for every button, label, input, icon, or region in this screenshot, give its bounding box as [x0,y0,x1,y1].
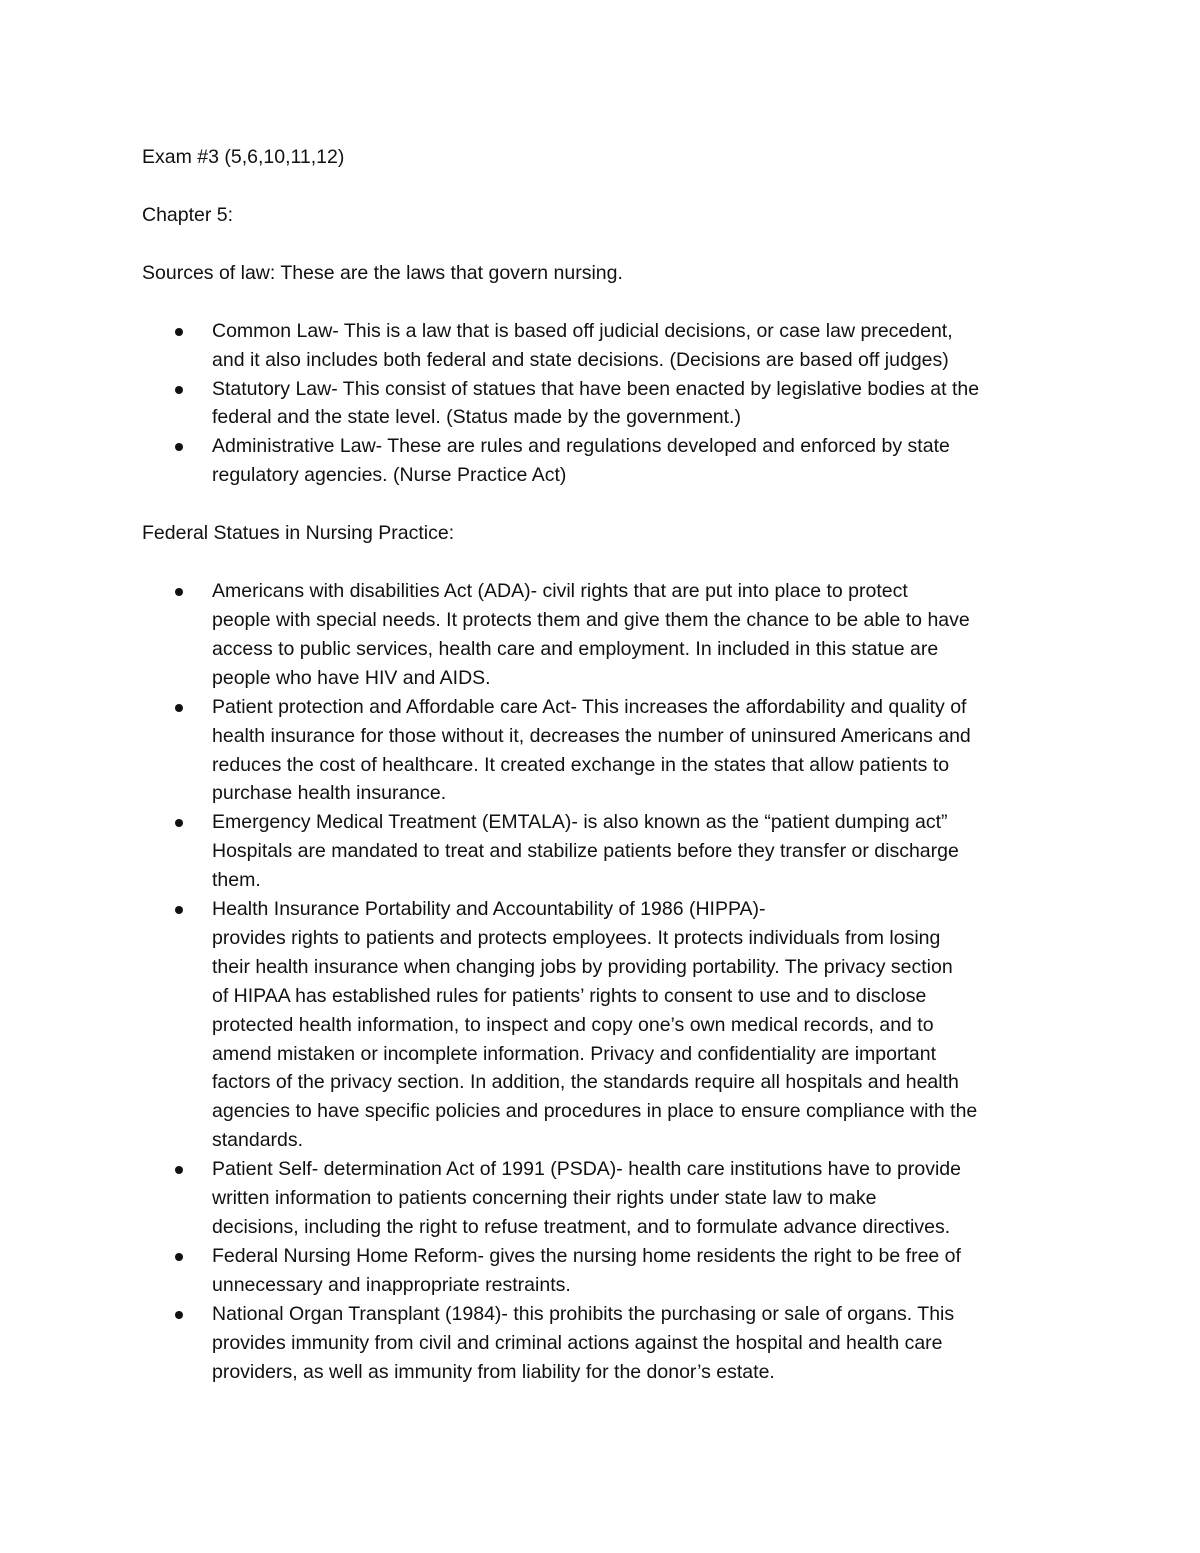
bullet-icon [175,1253,183,1261]
list-item-line: federal and the state level. (Status made by the government.) [212,406,741,429]
bullet-icon [175,588,183,596]
list-item-line: reduces the cost of healthcare. It created exchange in the states that allow patients to [212,753,950,776]
list-item-line: agencies to have specific policies and procedures in place to ensure compliance with the [212,1100,978,1123]
list-item-line: them. [212,869,261,892]
bullet-icon [175,819,183,827]
list-item [142,693,1072,809]
list-item-line: regulatory agencies. (Nurse Practice Act) [212,464,567,487]
list-item-line: health insurance for those without it, decreases the number of uninsured Americans and [212,724,971,747]
federal-heading: Federal Statues in Nursing Practice: [142,522,455,545]
list-item-line: Statutory Law- This consist of statues that have been enacted by legislative bodies at the [212,377,980,400]
list-item-line: Patient protection and Affordable care Act- This increases the affordability and quality of [212,695,967,718]
list-item [142,432,1072,490]
sources-heading: Sources of law: These are the laws that govern nursing. [142,261,623,284]
list-item-line: Common Law- This is a law that is based off judicial decisions, or case law precedent, [212,319,953,342]
bullet-icon [175,328,183,336]
list-item-line: standards. [212,1129,304,1152]
list-item-line: Emergency Medical Treatment (EMTALA)- is also known as the “patient dumping act” [212,811,948,834]
list-item-line: amend mistaken or incomplete information. Privacy and confidentiality are important [212,1042,937,1065]
list-item-line: unnecessary and inappropriate restraints. [212,1273,571,1296]
list-item-line: people with special needs. It protects them and give them the chance to be able to have [212,608,970,631]
spacer [142,172,1072,201]
list-item-line: National Organ Transplant (1984)- this prohibits the purchasing or sale of organs. This [212,1302,955,1325]
sources-of-law-list [142,317,1072,490]
bullet-icon [175,906,183,914]
list-item-line: provides rights to patients and protects employees. It protects individuals from losing [212,926,941,949]
list-item-line: written information to patients concerning their rights under state law to make [212,1187,877,1210]
list-item-line: decisions, including the right to refuse treatment, and to formulate advance directives. [212,1216,951,1238]
spacer [142,548,1072,577]
list-item [142,1155,1072,1242]
federal-statutes-list [142,577,1072,1386]
list-item-line: and it also includes both federal and state decisions. (Decisions are based off judges) [212,348,949,371]
list-item-line: of HIPAA has established rules for patients’ rights to consent to use and to disclose [212,984,927,1007]
list-item-line: Hospitals are mandated to treat and stabilize patients before they transfer or discharge [212,840,959,863]
list-item-line: providers, as well as immunity from liability for the donor’s estate. [212,1360,775,1383]
list-item-line: Federal Nursing Home Reform- gives the nursing home residents the right to be free of [212,1244,961,1267]
list-item [142,1242,1072,1300]
bullet-icon [175,1311,183,1319]
bullet-icon [175,704,183,712]
list-item-line: purchase health insurance. [212,782,447,805]
list-item [142,317,1072,375]
list-item-line: provides immunity from civil and criminal actions against the hospital and health care [212,1331,943,1354]
bullet-icon [175,443,183,451]
bullet-icon [175,1166,183,1174]
list-item-line: factors of the privacy section. In addition, the standards require all hospitals and health [212,1071,959,1094]
chapter-heading: Chapter 5: [142,203,234,226]
bullet-icon [175,386,183,394]
document-page [142,143,1072,1386]
list-item [142,1300,1072,1387]
list-item-line: protected health information, to inspect and copy one’s own medical records, and to [212,1013,934,1036]
list-item-line: people who have HIV and AIDS. [212,666,491,689]
list-item-line: Americans with disabilities Act (ADA)- civil rights that are put into place to protect [212,580,908,603]
list-item-line: Health Insurance Portability and Accountability of 1986 (HIPPA)- [212,898,766,921]
list-item [142,895,1072,1155]
list-item-line: their health insurance when changing jobs by providing portability. The privacy section [212,955,953,978]
list-item-line: Patient Self- determination Act of 1991 (PSDA)- health care institutions have to provide [212,1158,961,1181]
list-item [142,577,1072,693]
list-item [142,375,1072,433]
spacer [142,230,1072,259]
spacer [142,288,1072,317]
list-item [142,808,1072,895]
document-title: Exam #3 (5,6,10,11,12) [142,146,345,168]
spacer [142,490,1072,519]
list-item-line: access to public services, health care and employment. In included in this statue are [212,637,939,660]
list-item-line: Administrative Law- These are rules and regulations developed and enforced by state [212,435,950,458]
